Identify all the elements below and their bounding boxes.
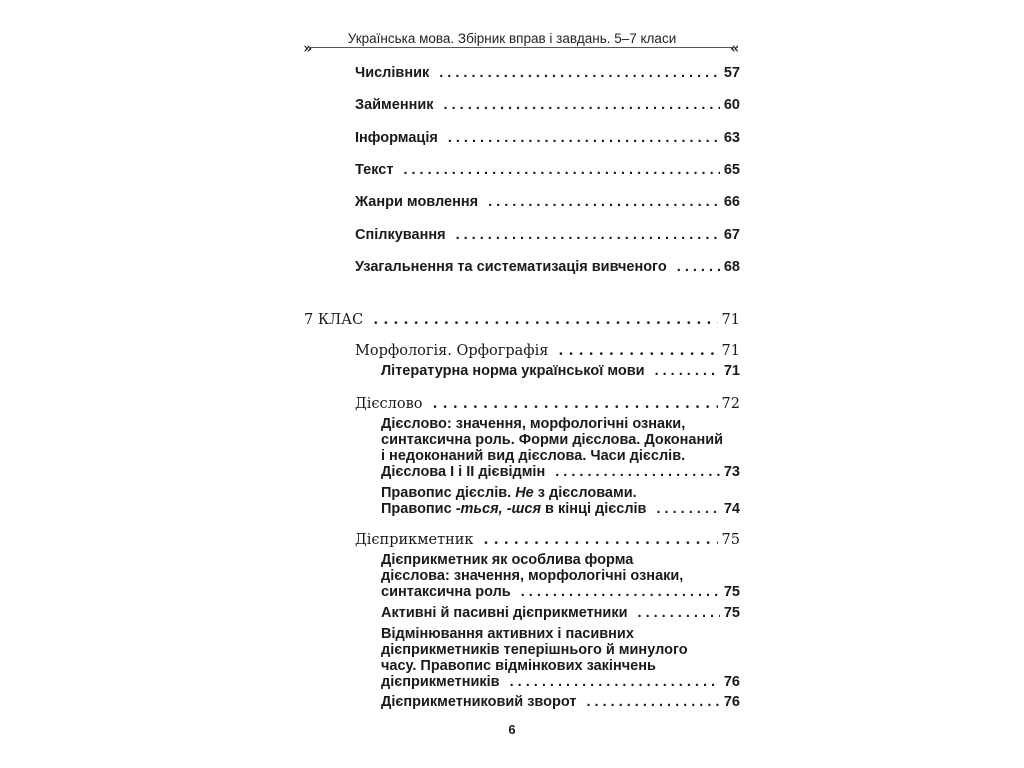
toc-entry-page: 68 <box>723 259 740 275</box>
toc-entry-label: Літературна норма української мови <box>381 363 645 379</box>
toc-entry-label: Інформація <box>355 130 438 146</box>
toc-entry-text <box>355 162 740 178</box>
toc-entry-label: Числівник <box>355 65 430 81</box>
toc-entry-pronoun <box>355 97 740 113</box>
text-part: Правопис дієслів. <box>381 485 516 501</box>
leader-dots <box>667 259 720 275</box>
toc-entry-page: 76 <box>723 694 740 710</box>
toc-entry-page: 75 <box>721 532 740 548</box>
toc-entry-line: синтаксична роль. Форми дієслова. Доконаний <box>381 432 724 448</box>
toc-entry-label: Текст <box>355 162 394 178</box>
toc-entry-last-line <box>381 584 740 600</box>
toc-entry-label: синтаксична роль <box>381 584 511 600</box>
leader-dots <box>393 162 719 178</box>
leader-dots <box>500 674 720 690</box>
toc-entry-generalization <box>355 259 740 275</box>
toc-entry-page: 76 <box>723 674 740 690</box>
toc-entry-page: 71 <box>721 343 740 359</box>
leader-dots <box>545 464 720 480</box>
toc-entry-label: Спілкування <box>355 227 446 243</box>
toc-entry-page: 71 <box>721 312 740 328</box>
leader-dots <box>423 396 718 412</box>
toc-entry-line: часу. Правопис відмінкових закінчень <box>381 658 656 674</box>
toc-entry-numeral <box>355 65 740 81</box>
leader-dots <box>429 65 720 81</box>
toc-entry-participle <box>355 532 740 548</box>
toc-entry-label: Жанри мовлення <box>355 194 479 210</box>
toc-entry-morphology <box>355 343 740 359</box>
toc-entry-line: дієслова: значення, морфологічні ознаки, <box>381 568 684 584</box>
leader-dots <box>474 532 718 548</box>
leader-dots <box>548 343 717 359</box>
header-title: Українська мова. Збірник вправ і завдань. 5–7 класи <box>347 31 677 46</box>
leader-dots <box>363 312 717 328</box>
toc-entry-last-line <box>381 674 740 690</box>
leader-dots <box>628 605 720 621</box>
toc-entry-literary-norm <box>381 363 740 379</box>
text-part: в кінці дієслів <box>541 501 647 517</box>
toc-entry-page: 74 <box>723 501 740 517</box>
toc-entry-page: 71 <box>723 363 740 379</box>
header-rule <box>306 47 738 48</box>
toc-entry-line: дієприкметників теперішнього й минулого <box>381 642 688 658</box>
toc-entry-page: 60 <box>723 97 740 113</box>
toc-entry-page: 72 <box>721 396 740 412</box>
leader-dots <box>446 227 720 243</box>
italic-part: Не <box>515 485 534 501</box>
header-left-mark: » <box>303 39 313 57</box>
toc-entry-line <box>381 485 637 501</box>
toc-entry-label: Дієслово <box>355 396 423 412</box>
header-right-mark: « <box>730 39 740 57</box>
leader-dots <box>576 694 719 710</box>
toc-entry-label: Дієприкметник <box>355 532 474 548</box>
toc-entry-label: Активні й пасивні дієприкметники <box>381 605 628 621</box>
leader-dots <box>434 97 720 113</box>
toc-entry-label <box>381 501 646 517</box>
toc-entry-page: 67 <box>723 227 740 243</box>
leader-dots <box>478 194 720 210</box>
toc-entry-speech-genres <box>355 194 740 210</box>
toc-entry-participle-phrase <box>381 694 740 710</box>
toc-entry-line: Дієслово: значення, морфологічні ознаки, <box>381 416 686 432</box>
toc-entry-line: і недоконаний вид дієслова. Часи дієслів. <box>381 448 686 464</box>
toc-entry-line: Дієприкметник як особлива форма <box>381 552 634 568</box>
page-number: 6 <box>508 722 516 737</box>
toc-entry-page: 75 <box>723 605 740 621</box>
toc-entry-label: Займенник <box>355 97 434 113</box>
toc-entry-label: дієприкметників <box>381 674 500 690</box>
toc-entry-line: Відмінювання активних і пасивних <box>381 626 634 642</box>
leader-dots <box>645 363 720 379</box>
toc-entry-active-passive <box>381 605 740 621</box>
toc-entry-label: 7 КЛАС <box>304 312 364 328</box>
toc-entry-grade7 <box>304 312 740 328</box>
toc-entry-last-line <box>381 501 740 517</box>
italic-part: -ться, -шся <box>455 501 542 517</box>
toc-entry-label: Дієприкметниковий зворот <box>381 694 577 710</box>
toc-entry-verb <box>355 396 740 412</box>
toc-entry-page: 63 <box>723 130 740 146</box>
text-part: Правопис <box>381 501 456 517</box>
toc-entry-communication <box>355 227 740 243</box>
toc-entry-label: Морфологія. Орфографія <box>355 343 549 359</box>
leader-dots <box>438 130 720 146</box>
toc-entry-label: Дієслова І і ІІ дієвідмін <box>381 464 546 480</box>
text-part: з дієсловами. <box>533 485 637 501</box>
toc-entry-page: 73 <box>723 464 740 480</box>
toc-entry-label: Узагальнення та систематизація вивченого <box>355 259 667 275</box>
toc-entry-page: 65 <box>723 162 740 178</box>
leader-dots <box>646 501 719 517</box>
toc-entry-page: 66 <box>723 194 740 210</box>
leader-dots <box>511 584 720 600</box>
toc-entry-last-line <box>381 464 740 480</box>
toc-entry-page: 57 <box>723 65 740 81</box>
toc-entry-page: 75 <box>723 584 740 600</box>
toc-entry-information <box>355 130 740 146</box>
